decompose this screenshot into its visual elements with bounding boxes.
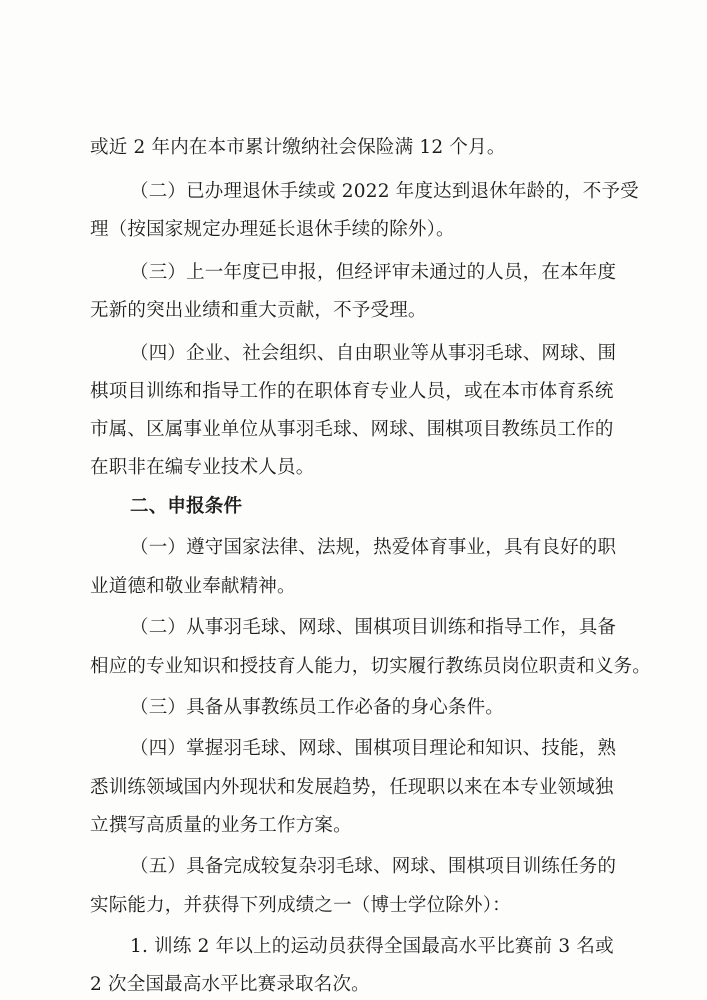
body-text-line: （四）企业、社会组织、自由职业等从事羽毛球、网球、围: [130, 343, 617, 364]
body-text-line: （三）上一年度已申报，但经评审未通过的人员，在本年度: [130, 262, 617, 283]
body-text-line: （四）掌握羽毛球、网球、围棋项目理论和知识、技能，熟: [130, 738, 617, 759]
body-text-line: 实际能力，并获得下列成绩之一（博士学位除外）：: [90, 895, 511, 916]
body-text-line: 相应的专业知识和授技育人能力，切实履行教练员岗位职责和义务。: [90, 656, 652, 677]
body-text-line: 理（按国家规定办理延长退休手续的除外）。: [90, 219, 455, 240]
body-text-line: 市属、区属事业单位从事羽毛球、网球、围棋项目教练员工作的: [90, 419, 614, 440]
section-heading: 二、申报条件: [130, 496, 243, 517]
body-text-line: 业道德和敬业奉献精神。: [90, 576, 296, 597]
body-text-line: 在职非在编专业技术人员。: [90, 457, 315, 478]
body-text-line: （二）已办理退休手续或 2022 年度达到退休年龄的，不予受: [130, 181, 639, 202]
body-text-line: （二）从事羽毛球、网球、围棋项目训练和指导工作，具备: [130, 617, 617, 638]
body-text-line: 1. 训练 2 年以上的运动员获得全国最高水平比赛前 3 名或: [130, 936, 614, 957]
body-text-line: （三）具备从事教练员工作必备的身心条件。: [130, 697, 505, 718]
body-text-line: 立撰写高质量的业务工作方案。: [90, 815, 352, 836]
body-text-line: 悉训练领域国内外现状和发展趋势，任现职以来在本专业领域独: [90, 777, 614, 798]
body-text-line: 无新的突出业绩和重大贡献，不予受理。: [90, 300, 427, 321]
body-text-line: （一）遵守国家法律、法规，热爱体育事业，具有良好的职: [130, 537, 617, 558]
body-text-line: 棋项目训练和指导工作的在职体育专业人员，或在本市体育系统: [90, 381, 614, 402]
body-text-line: 或近 2 年内在本市累计缴纳社会保险满 12 个月。: [90, 137, 506, 158]
body-text-line: 2 次全国最高水平比赛录取名次。: [90, 974, 370, 995]
body-text-line: （五）具备完成较复杂羽毛球、网球、围棋项目训练任务的: [130, 856, 617, 877]
